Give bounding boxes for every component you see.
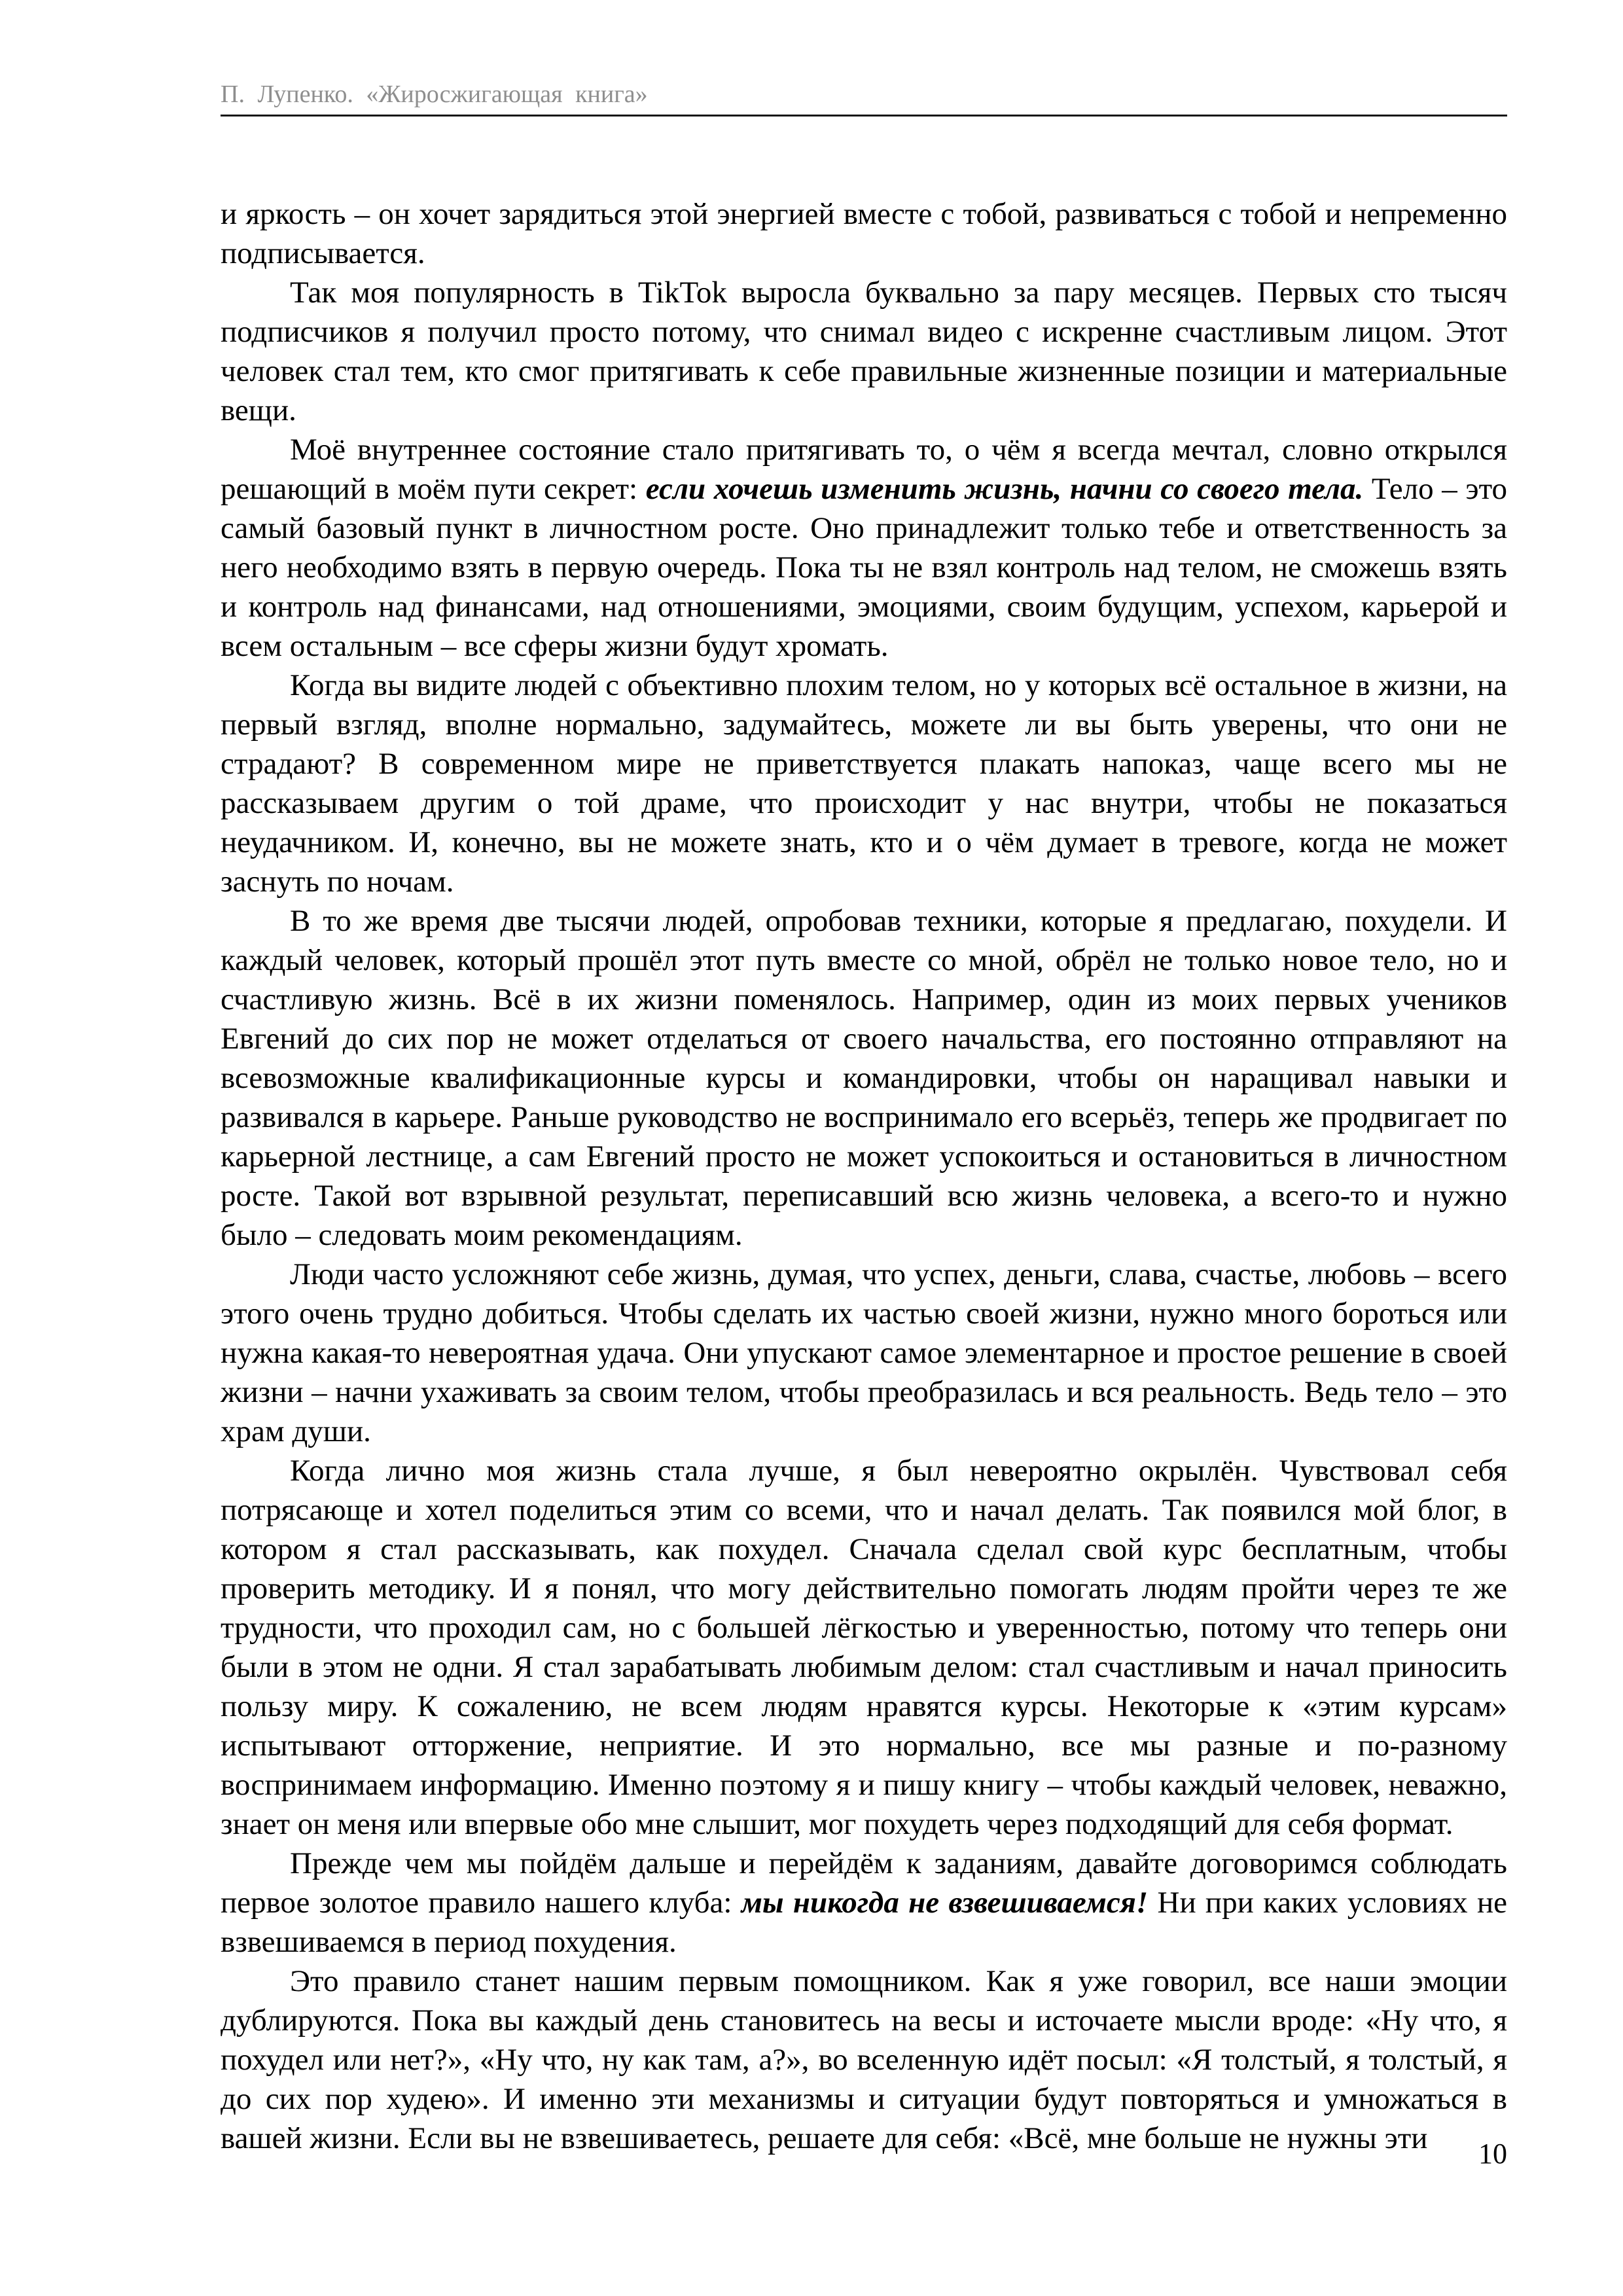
body-text: Тело – это самый базовый пункт в личностном росте. Оно принадлежит только тебе и ответственность за него необходимо взять в первую очередь. Пока ты не взял контроль над телом, не сможешь взять и контроль над финансами, над отношениями, эмоциями, своим будущим, успехом, карьерой и всем остальным – все сферы жизни будут хромать. <box>221 472 1508 663</box>
body-text: Так моя популярность в TikTok выросла буквально за пару месяцев. Первых сто тысяч подписчиков я получил просто потому, что снимал видео с искренне счастливым лицом. Этот человек стал тем, кто смог притягивать к себе правильные жизненные позиции и материальные вещи. <box>221 276 1507 427</box>
paragraph <box>221 1255 1507 1451</box>
body-text: Прежде чем мы пойдём дальше и перейдём к заданиям, давайте договоримся соблюдать первое золотое правило нашего клуба: <box>221 1846 1507 1920</box>
body-text: Люди часто усложняют себе жизнь, думая, что успех, деньги, слава, счастье, любовь – всего этого очень трудно добиться. Чтобы сделать их частью своей жизни, нужно много бороться или нужна какая-то невероятная удача. Они упускают самое элементарное и простое решение в своей жизни – начни ухаживать за своим телом, чтобы преобразилась и вся реальность. Ведь тело – это храм души. <box>221 1257 1507 1448</box>
page-number: 10 <box>1478 2138 1507 2170</box>
body-text: Моё внутреннее состояние стало притягивать то, о чём я всегда мечтал, словно открылся решающий в моём пути секрет: <box>221 433 1507 506</box>
text-body <box>221 194 1507 2158</box>
paragraph <box>221 194 1507 273</box>
body-text: и яркость – он хочет зарядиться этой энергией вместе с тобой, развиваться с тобой и непременно подписывается. <box>221 197 1507 270</box>
body-text: В то же время две тысячи людей, опробовав техники, которые я предлагаю, похудели. И каждый человек, который прошёл этот путь вместе со мной, обрёл не только новое тело, но и счастливую жизнь. Всё в их жизни поменялось. Например, один из моих первых учеников Евгений до сих пор не может отделаться от своего начальства, его постоянно отправляют на всевозможные квалификационные курсы и командировки, чтобы он наращивал навыки и развивался в карьере. Раньше руководство не воспринимало его всерьёз, теперь же продвигает по карьерной лестнице, а сам Евгений просто не может успокоиться и остановиться в личностном росте. Такой вот взрывной результат, переписавший всю жизнь человека, а всего-то и нужно было – следовать моим рекомендациям. <box>221 904 1507 1252</box>
paragraph <box>221 666 1507 901</box>
running-header: П. Лупенко. «Жиросжигающая книга» <box>221 81 648 108</box>
paragraph <box>221 430 1507 666</box>
header-rule <box>221 115 1507 117</box>
emphasis-text: мы никогда не взвешиваемся! <box>741 1886 1149 1920</box>
paragraph <box>221 1962 1507 2158</box>
paragraph <box>221 273 1507 430</box>
paragraph <box>221 1844 1507 1962</box>
paragraph <box>221 1451 1507 1844</box>
emphasis-text: если хочешь изменить жизнь, начни со своего тела. <box>645 472 1364 506</box>
body-text: Когда лично моя жизнь стала лучше, я был невероятно окрылён. Чувствовал себя потрясающе и хотел поделиться этим со всеми, что и начал делать. Так появился мой блог, в котором я стал рассказывать, как похудел. Сначала сделал свой курс бесплатным, чтобы проверить методику. И я понял, что могу действительно помогать людям пройти через те же трудности, что проходил сам, но с большей лёгкостью и уверенностью, потому что теперь они были в этом не одни. Я стал зарабатывать любимым делом: стал счастливым и начал приносить пользу миру. К сожалению, не всем людям нравятся курсы. Некоторые к «этим курсам» испытывают отторжение, неприятие. И это нормально, все мы разные и по-разному воспринимаем информацию. Именно поэтому я и пишу книгу – чтобы каждый человек, неважно, знает он меня или впервые обо мне слышит, мог похудеть через подходящий для себя формат. <box>221 1454 1507 1841</box>
body-text: Ни при каких условиях не взвешиваемся в период похудения. <box>221 1886 1507 1959</box>
body-text: Это правило станет нашим первым помощником. Как я уже говорил, все наши эмоции дублируются. Пока вы каждый день становитесь на весы и источаете мысли вроде: «Ну что, я похудел или нет?», «Ну что, ну как там, а?», во вселенную идёт посыл: «Я толстый, я толстый, я до сих пор худею». И именно эти механизмы и ситуации будут повторяться и умножаться в вашей жизни. Если вы не взвешиваетесь, решаете для себя: «Всё, мне больше не нужны эти <box>221 1964 1507 2155</box>
paragraph <box>221 901 1507 1255</box>
body-text: Когда вы видите людей с объективно плохим телом, но у которых всё остальное в жизни, на первый взгляд, вполне нормально, задумайтесь, можете ли вы быть уверены, что они не страдают? В современном мире не приветствуется плакать напоказ, чаще всего мы не рассказываем другим о той драме, что происходит у нас внутри, чтобы не показаться неудачником. И, конечно, вы не можете знать, кто и о чём думает в тревоге, когда не может заснуть по ночам. <box>221 668 1507 899</box>
